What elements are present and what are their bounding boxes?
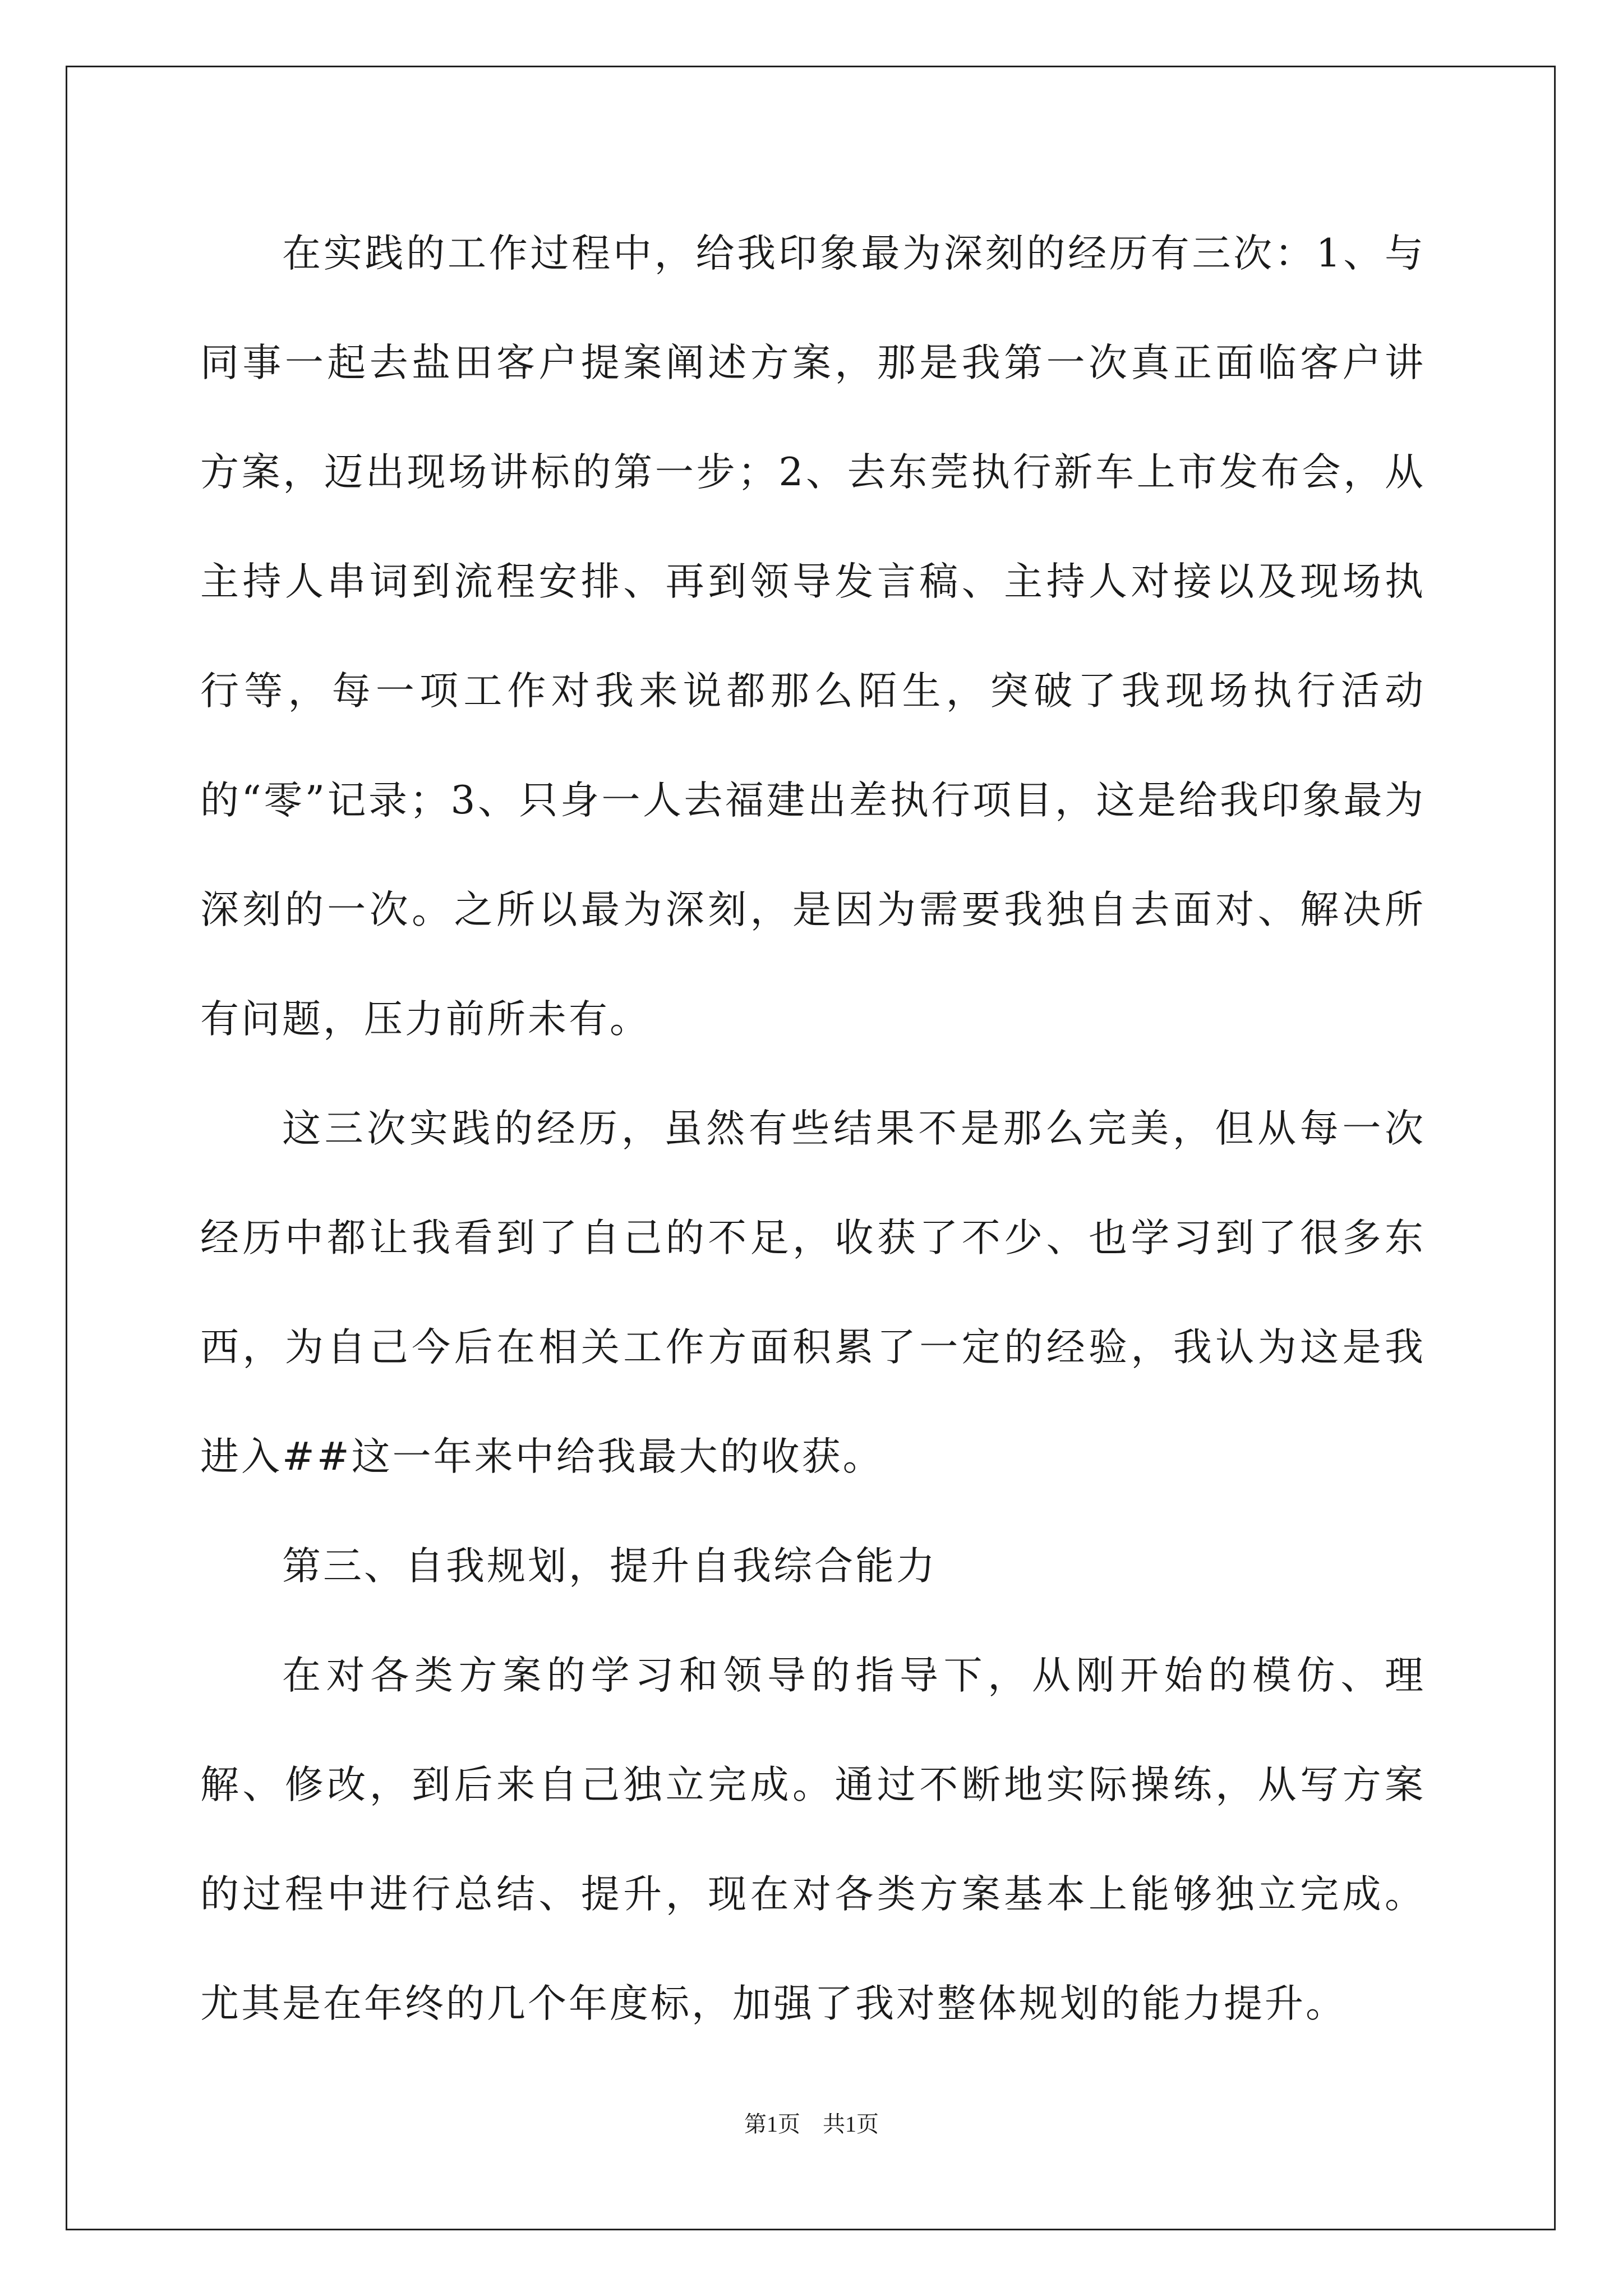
page-total: 共1页 [823,2111,879,2137]
paragraph-reflection: 这三次实践的经历，虽然有些结果不是那么完美，但从每一次经历中都让我看到了自己的不足，收获了不少、也学习到了很多东西，为自己今后在相关工作方面积累了一定的经验，我认为这是我进入##这一年来中给我最大的收获。 [200,1106,1426,1479]
section-heading: 第三、自我规划，提升自我综合能力 [282,1544,937,1589]
document-body [200,199,1426,2059]
page-number: 第1页 [744,2111,800,2137]
paragraph-experiences: 在实践的工作过程中，给我印象最为深刻的经历有三次：1、与同事一起去盐田客户提案阐述方案，那是我第一次真正面临客户讲方案，迈出现场讲标的第一步；2、去东莞执行新车上市发布会，从主持人串词到流程安排、再到领导发言稿、主持人对接以及现场执行等，每一项工作对我来说都那么陌生，突破了我现场执行活动的“零”记录；3、只身一人去福建出差执行项目，这是给我印象最为深刻的一次。之所以最为深刻，是因为需要我独自去面对、解决所有问题，压力前所未有。 [200,231,1426,1042]
page-footer [0,2106,1623,2138]
paragraph-self-planning: 在对各类方案的学习和领导的指导下，从刚开始的模仿、理解、修改，到后来自己独立完成。通过不断地实际操练，从写方案的过程中进行总结、提升，现在对各类方案基本上能够独立完成。尤其是在年终的几个年度标，加强了我对整体规划的能力提升。 [200,1653,1426,2026]
